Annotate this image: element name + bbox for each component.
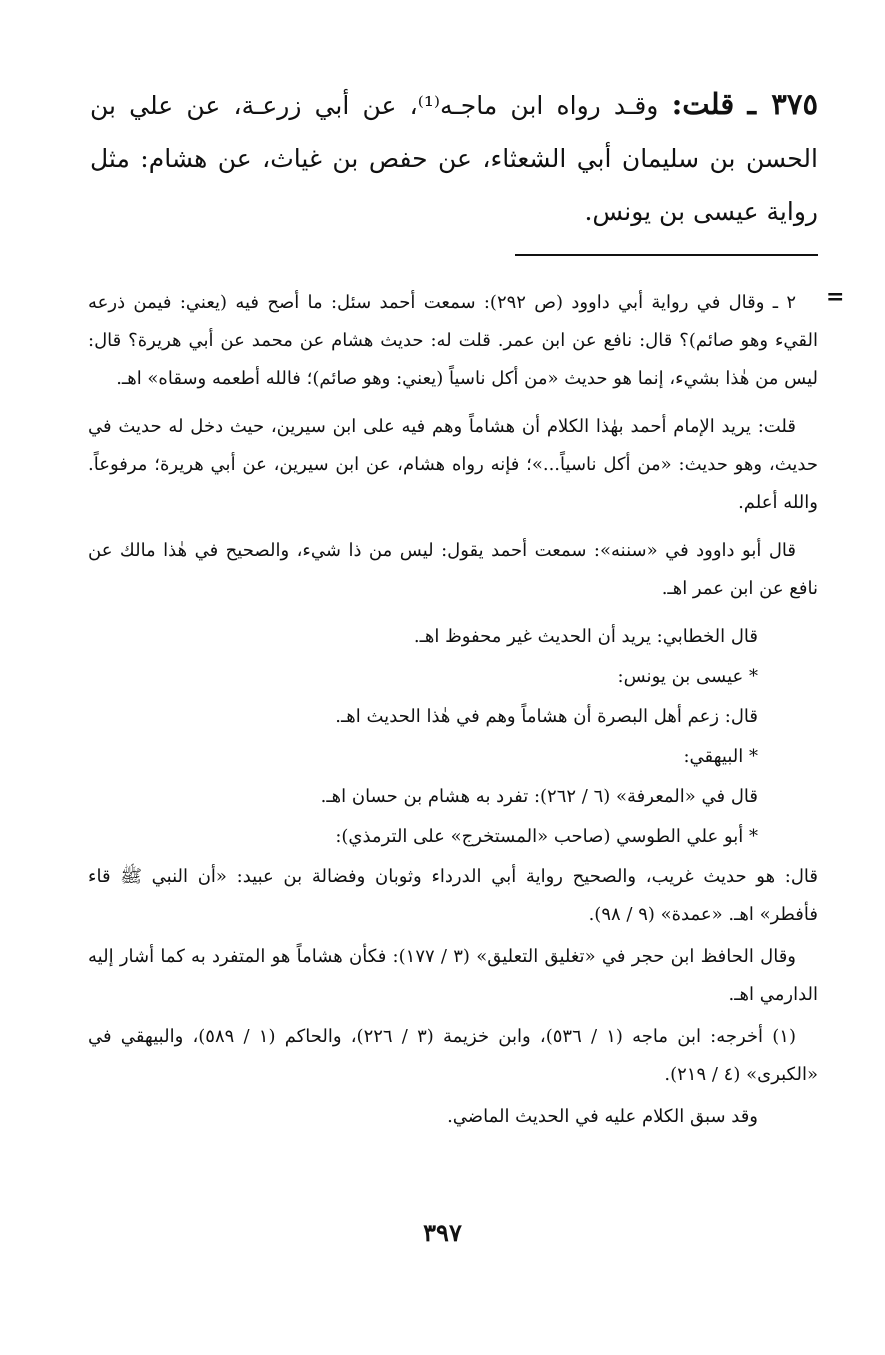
note-heading: * عيسى بن يونس: — [617, 666, 758, 687]
note-paragraph: قال: زعم أهل البصرة أن هشاماً وهم في هٰذا الحديث اهـ. — [335, 706, 758, 727]
continuation-mark: = — [826, 284, 845, 310]
entry-number: ٣٧٥ ـ — [747, 87, 819, 121]
note-paragraph: قال في «المعرفة» (٦ / ٢٦٢): تفرد به هشام بن حسان اهـ. — [320, 786, 758, 807]
note-paragraph: قال الخطابي: يريد أن الحديث غير محفوظ اهـ. — [413, 626, 758, 647]
note-heading: * أبو علي الطوسي (صاحب «المستخرج» على الترمذي): — [335, 826, 758, 847]
footnote-separator — [515, 254, 818, 256]
note-paragraph: قال أبو داوود في «سننه»: سمعت أحمد يقول: ليس من ذا شيء، والصحيح في هٰذا مالك عن نافع عن ابن عمر اهـ. — [88, 540, 818, 599]
notes-section — [88, 284, 818, 1138]
note-paragraph: قال: هو حديث غريب، والصحيح رواية أبي الدرداء وثوبان وفضالة بن عبيد: «أن النبي ﷺ قاء فأفطر» اهـ. «عمدة» (٩ / ٩٨). — [88, 866, 818, 925]
note-paragraph: وقال الحافظ ابن حجر في «تغليق التعليق» (٣ / ١٧٧): فكأن هشاماً هو المتفرد به كما أشار إليه الدارمي اهـ. — [88, 946, 818, 1005]
page-number: ٣٩٧ — [423, 1218, 462, 1247]
note-paragraph: قلت: يريد الإمام أحمد بهٰذا الكلام أن هشاماً وهم فيه على ابن سيرين، حيث دخل له حديث في حديث، وهو حديث: «من أكل ناسياً...»؛ فإنه رواه هشام، عن ابن سيرين، عن أبي هريرة؛ مرفوعاً. والله أعلم. — [88, 416, 818, 513]
main-text: وقـد رواه ابن ماجـه⁽¹⁾، عن أبي زرعـة، عن علي بن الحسن بن سليمان أبي الشعثاء، عن حفص بن غياث، عن هشام: مثل رواية عيسى بن يونس. — [90, 91, 818, 226]
footnote-continuation: وقد سبق الكلام عليه في الحديث الماضي. — [447, 1106, 758, 1127]
qult-label: قلت: — [671, 87, 735, 121]
footnote-1: (١) أخرجه: ابن ماجه (١ / ٥٣٦)، وابن خزيمة (٣ / ٢٢٦)، والحاكم (١ / ٥٨٩)، والبيهقي في «الكبرى» (٤ / ٢١٩). — [88, 1026, 818, 1085]
note-paragraph: ٢ ـ وقال في رواية أبي داوود (ص ٢٩٢): سمعت أحمد سئل: ما أصح فيه (يعني: فيمن ذرعه القيء وهو صائم)؟ قال: نافع عن ابن عمر. قلت له: حديث هشام عن محمد عن أبي هريرة؟ قال: ليس من هٰذا بشيء، إنما هو حديث «من أكل ناسياً (يعني: وهو صائم)؛ فالله أطعمه وسقاه» اهـ. — [88, 292, 818, 389]
note-heading: * البيهقي: — [683, 746, 758, 767]
main-paragraph — [90, 78, 818, 238]
